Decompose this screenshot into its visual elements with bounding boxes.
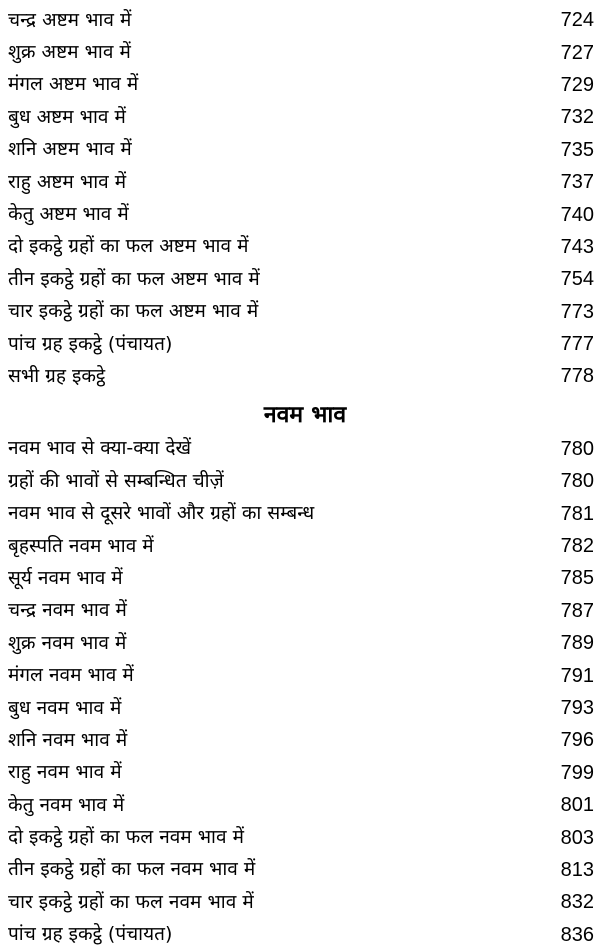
toc-entry-page-number: 787 <box>560 599 594 622</box>
toc-entry <box>0 69 600 101</box>
toc-entry-page-number: 799 <box>560 761 594 784</box>
toc-entry <box>0 231 600 263</box>
toc-entry <box>0 166 600 198</box>
toc-entry <box>0 328 600 360</box>
toc-entry <box>0 562 600 594</box>
toc-entry-page-number: 793 <box>560 697 594 719</box>
toc-entry-page-number: 785 <box>560 567 594 590</box>
toc-entry <box>0 886 600 918</box>
toc-entry <box>0 433 600 465</box>
toc-entry-title: बुध नवम भाव में <box>8 696 122 719</box>
toc-entry <box>0 789 600 821</box>
table-of-contents <box>0 4 600 951</box>
toc-entry-title: सभी ग्रह इकट्ठे <box>8 364 106 387</box>
toc-entry-title: नवम भाव से दूसरे भावों और ग्रहों का सम्बन्ध <box>8 502 315 525</box>
toc-entry <box>0 595 600 627</box>
toc-entry <box>0 36 600 68</box>
toc-entry <box>0 360 600 392</box>
toc-entry <box>0 465 600 497</box>
toc-entry-title: चन्द्र नवम भाव में <box>8 599 127 622</box>
toc-entry <box>0 919 600 951</box>
toc-entry <box>0 198 600 230</box>
toc-entry-title: शुक्र नवम भाव में <box>8 631 127 654</box>
toc-entry-title: शनि नवम भाव में <box>8 728 128 751</box>
toc-entry-page-number: 737 <box>560 171 594 194</box>
toc-entry <box>0 263 600 295</box>
section-heading: नवम भाव <box>263 401 347 428</box>
toc-entry-title: चार इकट्ठे ग्रहों का फल नवम भाव में <box>8 890 254 913</box>
toc-entry-title: चार इकट्ठे ग्रहों का फल अष्टम भाव में <box>8 300 259 323</box>
toc-entry <box>0 296 600 328</box>
toc-entry-title: तीन इकट्ठे ग्रहों का फल नवम भाव में <box>8 858 256 881</box>
toc-section-ninth-house <box>0 433 600 951</box>
toc-entry-title: शनि अष्टम भाव में <box>8 138 132 161</box>
toc-entry-page-number: 778 <box>560 365 594 388</box>
toc-entry-page-number: 836 <box>560 923 594 946</box>
toc-entry-title: ग्रहों की भावों से सम्बन्धित चीज़ें <box>8 469 224 492</box>
toc-entry-title: चन्द्र अष्टम भाव में <box>8 8 132 31</box>
toc-entry-page-number: 754 <box>560 268 594 291</box>
toc-entry <box>0 757 600 789</box>
toc-entry <box>0 821 600 853</box>
toc-entry-page-number: 724 <box>560 9 594 32</box>
toc-entry-page-number: 743 <box>560 235 594 258</box>
toc-entry-title: राहु अष्टम भाव में <box>8 170 127 193</box>
toc-entry-page-number: 735 <box>560 138 594 161</box>
toc-entry-title: बुध अष्टम भाव में <box>8 105 126 128</box>
toc-entry-title: केतु नवम भाव में <box>8 793 125 816</box>
toc-entry <box>0 627 600 659</box>
toc-entry-page-number: 791 <box>560 664 594 687</box>
toc-entry <box>0 659 600 691</box>
toc-entry-title: दो इकट्ठे ग्रहों का फल नवम भाव में <box>8 826 244 849</box>
toc-entry-title: सूर्य नवम भाव में <box>8 566 123 589</box>
toc-entry-page-number: 813 <box>560 858 594 881</box>
toc-entry-title: केतु अष्टम भाव में <box>8 203 129 226</box>
toc-entry <box>0 854 600 886</box>
toc-entry-page-number: 796 <box>560 729 594 752</box>
toc-entry-page-number: 789 <box>560 632 594 655</box>
toc-entry-title: तीन इकट्ठे ग्रहों का फल अष्टम भाव में <box>8 267 260 290</box>
toc-entry-title: दो इकट्ठे ग्रहों का फल अष्टम भाव में <box>8 235 249 258</box>
toc-entry-title: राहु नवम भाव में <box>8 761 122 784</box>
toc-entry-title: शुक्र अष्टम भाव में <box>8 41 131 64</box>
toc-entry <box>0 724 600 756</box>
toc-entry-page-number: 777 <box>560 333 594 356</box>
toc-entry-title: पांच ग्रह इकट्ठे (पंचायत) <box>8 332 173 355</box>
toc-entry-title: मंगल अष्टम भाव में <box>8 73 139 96</box>
toc-entry-page-number: 727 <box>560 41 594 64</box>
toc-entry <box>0 692 600 724</box>
toc-entry-page-number: 780 <box>560 437 594 460</box>
toc-entry-page-number: 782 <box>560 535 594 558</box>
toc-entry-title: नवम भाव से क्या-क्या देखें <box>8 437 192 460</box>
toc-entry-title: बृहस्पति नवम भाव में <box>8 534 154 557</box>
toc-entry-page-number: 781 <box>560 502 594 525</box>
toc-entry-page-number: 773 <box>560 300 594 323</box>
toc-entry-title: पांच ग्रह इकट्ठे (पंचायत) <box>8 923 173 946</box>
toc-entry <box>0 530 600 562</box>
toc-entry <box>0 134 600 166</box>
toc-entry <box>0 497 600 529</box>
toc-entry-page-number: 732 <box>560 106 594 129</box>
toc-entry-page-number: 801 <box>560 794 594 817</box>
toc-entry <box>0 101 600 133</box>
toc-section-eighth-house <box>0 4 600 393</box>
toc-entry-title: मंगल नवम भाव में <box>8 664 134 687</box>
toc-entry-page-number: 729 <box>560 73 594 96</box>
toc-entry-page-number: 740 <box>560 203 594 226</box>
toc-entry-page-number: 803 <box>560 826 594 849</box>
toc-entry <box>0 4 600 36</box>
toc-entry-page-number: 780 <box>560 470 594 493</box>
toc-entry-page-number: 832 <box>560 891 594 914</box>
